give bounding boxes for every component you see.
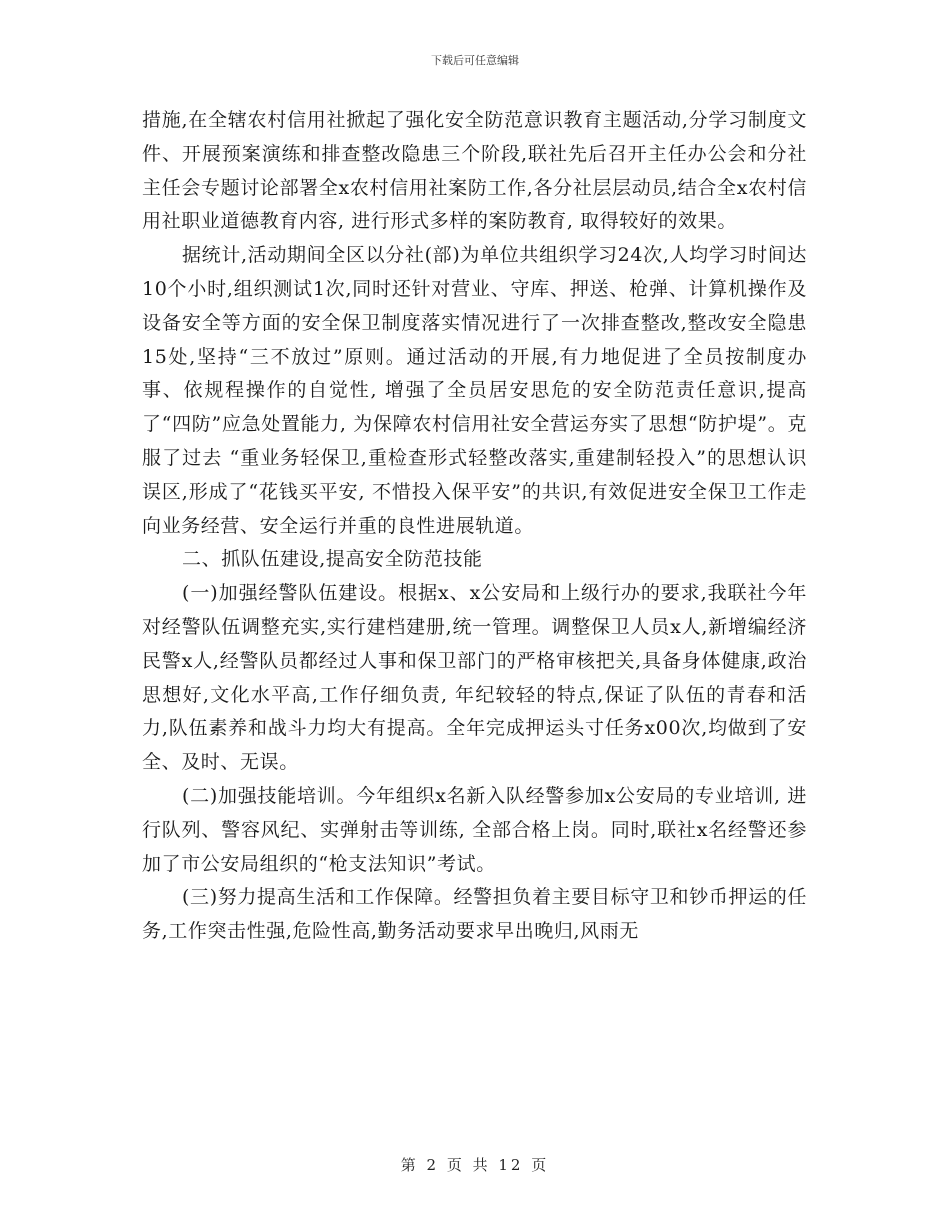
paragraph-statistics: 据统计,活动期间全区以分社(部)为单位共组织学习24次,人均学习时间达10个小时,组织测试1次,同时还针对营业、守库、押送、枪弹、计算机操作及设备安全等方面的安全保卫制度落实情况进行了一次排查整改,整改安全隐患15处,坚持“三不放过”原则。通过活动的开展,有力地促进了全员按制度办事、依规程操作的自觉性, 增强了全员居安思危的安全防范责任意识,提高了“四防”应急处置能力, 为保障农村信用社安全营运夯实了思想“防护堤”。克服了过去 “重业务轻保卫,重检查形式轻整改落实,重建制轻投入”的思想认识误区,形成了“花钱买平安, 不惜投入保平安”的共识,有效促进安全保卫工作走向业务经营、安全运行并重的良性进展轨道。 <box>142 244 807 537</box>
page-header: 下载后可任意编辑 <box>431 54 519 67</box>
paragraph-living-guarantee: (三)努力提高生活和工作保障。经警担负着主要目标守卫和钞币押运的任务,工作突击性强,危险性高,勤务活动要求早出晚归,风雨无 <box>142 886 807 943</box>
paragraph-team-construction: (一)加强经警队伍建设。根据x、x公安局和上级行办的要求,我联社今年对经警队伍调整充实,实行建档建册,统一管理。调整保卫人员x人,新增编经济民警x人,经警队员都经过人事和保卫部门的严格审核把关,具备身体健康,政治思想好,文化水平高,工作仔细负责, 年纪较轻的特点,保证了队伍的青春和活力,队伍素养和战斗力均大有提高。全年完成押运头寸任务x00次,均做到了安全、及时、无误。 <box>142 582 807 774</box>
document-body <box>142 104 807 949</box>
paragraph-skill-training: (二)加强技能培训。今年组织x名新入队经警参加x公安局的专业培训, 进行队列、警容风纪、实弹射击等训练, 全部合格上岗。同时,联社x名经警还参加了市公安局组织的“枪支法知识”考试。 <box>142 784 807 875</box>
paragraph-measures: 措施,在全辖农村信用社掀起了强化安全防范意识教育主题活动,分学习制度文件、开展预案演练和排查整改隐患三个阶段,联社先后召开主任办公会和分社主任会专题讨论部署全x农村信用社案防工作,各分社层层动员,结合全x农村信用社职业道德教育内容, 进行形式多样的案防教育, 取得较好的效果。 <box>142 109 807 233</box>
page-number-footer: 第 2 页 共 12 页 <box>400 1156 550 1174</box>
section-heading-team-building: 二、抓队伍建设,提高安全防范技能 <box>182 548 483 571</box>
